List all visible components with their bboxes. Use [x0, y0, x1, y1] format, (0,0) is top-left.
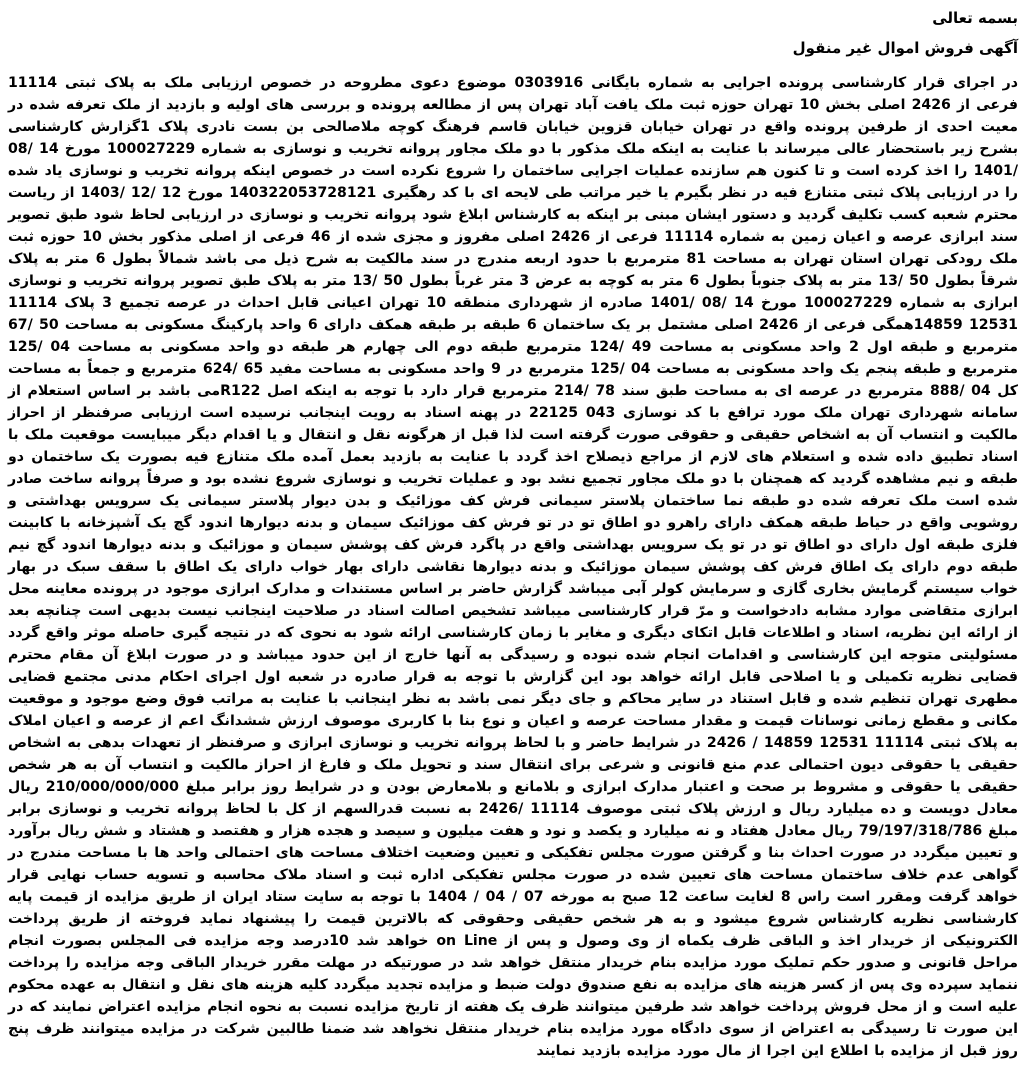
notice-body-text: در اجرای قرار کارشناسی پرونده اجرایی به شماره بایگانی 0303916 موضوع دعوی مطروحه در خصوص ارزیابی ملک به پلاک ثبتی 11114 فرعی از 2426 اصلی بخش 10 تهران حوزه ثبت ملک یافت آباد تهران پس از مطالعه پرونده و بررسی های اولیه و بازدید از ملک تعرفه شده در معیت احدی از طرفین پرونده واقع در تهران خیابان قزوین خیابان قاسم فرهنگ کوچه ملاصالحی بن بست نادری پلاک 1گزارش کارشناسی بشرح زیر باستحضار عالی میرساند با عنایت به اینکه ملک مذکور با دو ملک مجاور پروانه تخریب و نوسازی به شماره 100027229 مورخ 14 /08 /1401 را اخذ کرده است و تا کنون هم سازنده عملیات اجرایی ساختمان را شروع نکرده است در خصوص اینکه پروانه تخریب و نوسازی یاد شده را در ارزیابی پلاک ثبتی متنازع فیه در نظر بگیرم یا خیر مراتب طی لایحه ای با کد رهگیری 140322053728121 مورخ 12 /12 /1403 از ریاست محترم شعبه کسب تکلیف گردید و دستور ایشان مبنی بر اینکه به کارشناس ابلاغ شود پروانه تخریب و نوسازی در ارزیابی لحاظ شود طبق تصویر سند ابرازی عرصه و اعیان زمین به شماره 11114 فرعی از 2426 اصلی مفروز و مجزی شده از 46 فرعی از اصلی مذکور بخش 10 حوزه ثبت ملک رودکی تهران استان تهران به مساحت 81 مترمربع با حدود اربعه مندرج در سند مالکیت به شرح ذیل می باشد شمالاً بطول 6 متر به پلاک شرقاً بطول 50 /13 متر به پلاک جنوباً بطول 6 متر به کوچه به عرض 3 متر غرباً بطول 50 /13 متر به پلاک طبق تصویر پروانه تخریب و نوسازی ابرازی به شماره 100027229 مورخ 14 /08 /1401 صادره از شهرداری منطقه 10 تهران اعیانی قابل احداث در عرصه تجمیع 3 پلاک 11114 12531 14859همگی فرعی از 2426 اصلی مشتمل بر یک ساختمان 6 طبقه بر طبقه همکف دارای 6 واحد پارکینگ مسکونی به مساحت 50 /67 مترمربع و طبقه اول 2 واحد مسکونی به مساحت 49 /124 مترمربع طبقه دوم الی چهارم هر طبقه دو واحد مسکونی به مساحت 04 /125 مترمربع و طبقه پنجم یک واحد مسکونی به مساحت 04 /125 مترمربع در 9 واحد مسکونی به مساحت مفید 65 /624 مترمربع و جمعاً به مساحت کل 04 /888 مترمربع در عرصه ای به مساحت طبق سند 78 /214 مترمربع قرار دارد با توجه به اینکه اصل R122می باشد بر اساس استعلام از سامانه شهرداری تهران ملک مورد ترافع با کد نوسازی 043 22125 در پهنه اسناد به رویت اینجانب نرسیده است ارزیابی صرفنظر از احراز مالکیت و انتساب آن به اشخاص حقیقی و حقوقی صورت گرفته است لذا قبل از هرگونه نقل و انتقال و یا اقدام دیگر میبایست موقعیت ملک با اسناد تطبیق داده شده و استعلام های لازم از مراجع ذیصلاح اخذ گردد با عنایت به بازدید بعمل آمده ملک متنازع فیه بصورت یک ساختمان دو طبقه و نیم مشاهده گردید که همچنان با دو ملک مجاور تجمیع نشد بود و عملیات تخریب و نوسازی شروع نشده بود و صرفاً پروانه ساخت صادر شده است ملک تعرفه شده دو طبقه نما ساختمان پلاستر سیمانی فرش کف موزائیک و بدن دیوار پلاستر سیمانی یک سرویس بهداشتی و روشویی واقع در حیاط طبقه همکف دارای راهرو دو اطاق تو در تو فرش کف موزائیک سیمان و بدنه دیوارها اندود گچ یک آشپزخانه با کابینت فلزی طبقه اول دارای دو اطاق تو در تو یک سرویس بهداشتی واقع در پاگرد فرش کف پوشش سیمان و موزائیک و بدنه دیوارها اندود گچ نیم طبقه دوم دارای یک اطاق فرش کف پوشش سیمان موزائیک و بدنه دیوارها نقاشی دارای بهار خواب دارای یک اطاق با سقف سبک در بهار خواب سیستم گرمایش بخاری گازی و سرمایش کولر آبی میباشد گزارش حاضر بر اساس مستندات و مدارک ابرازی موجود در پرونده معاینه محل ابرازی متقاضی موارد مشابه دادخواست و مرّ قرار کارشناسی میباشد تشخیص اصالت اسناد در صلاحیت اینجانب نیست بدیهی است چنانچه بعد از ارائه این نظریه، اسناد و اطلاعات قابل اتکای دیگری و مغایر با زمان کارشناسی ارائه شود به نحوی که در نتیجه گیری حاصله موثر واقع گردد مسئولیتی متوجه این کارشناسی و اقدامات انجام شده نبوده و رسیدگی به آنها خارج از این حدود میباشد و در صورت ابلاغ آن مقام محترم قضایی نظریه تکمیلی و یا اصلاحی قابل ارائه خواهد بود این گزارش با توجه به قرار صادره در شعبه اول اجرای احکام مدنی مجتمع قضایی مطهری تهران تنظیم شده و قابل استناد در سایر محاکم و جای دیگر نمی باشد به نظر اینجانب با عنایت به مراتب فوق وضع موجود و موقعیت مکانی و مقطع زمانی نوسانات قیمت و مقدار مساحت عرصه و اعیان و نوع بنا با کاربری موصوف ارزش ششدانگ اعم از عرصه و اعیان املاک به پلاک ثبتی 11114 12531 14859 / 2426 در شرایط حاضر و با لحاظ پروانه تخریب و نوسازی ابرازی و صرفنظر از تعهدات بدهی به اشخاص حقیقی یا حقوقی دیون احتمالی عدم منع قانونی و شرعی برای انتقال سند و تحویل ملک و فارغ از احراز مالکیت و انتساب آن به هر شخص حقیقی یا حقوقی و مشروط بر صحت و اعتبار مدارک ابرازی و بلامانع و بلامعارض بودن و در شرایط روز برابر مبلغ 210/000/000/000 ریال معادل دویست و ده میلیارد ریال و ارزش پلاک ثبتی موصوف 11114 /2426 به نسبت قدرالسهم از کل با لحاظ پروانه تخریب و نوسازی برابر مبلغ 79/197/318/786 ریال معادل هفتاد و نه میلیارد و یکصد و نود و هفت میلیون و سیصد و هجده هزار و هفتصد و هشتاد و شش ریال برآورد و تعیین میگردد در صورت احداث بنا و گرفتن صورت مجلس تفکیکی و تعیین وضعیت اختلاف مساحت های احتمالی واحد ها با مساحت مندرج در گواهی عدم خلاف ساختمان مساحت های تعیین شده در صورت مجلس تفکیکی اداره ثبت و اسناد ملاک محاسبه و تسویه حساب نهایی قرار خواهد گرفت ومقرر است راس 8 لغایت ساعت 12 صبح به مورخه 07 / 04 / 1404 با توجه به سایت ستاد ایران از طریق مزایده از قیمت پایه کارشناسی نظریه کارشناس شروع میشود و به هر شخص حقیقی وحقوقی که بالاترین قیمت را پیشنهاد نماید فروخته از طریق پرداخت الکترونیکی از خریدار اخذ و الباقی ظرف یکماه از وی وصول و پس از on Line خواهد شد 10درصد وجه مزایده فی المجلس بصورت انجام مراحل قانونی و صدور حکم تملیک مورد مزایده بنام خریدار منتقل خواهد شد در صورتیکه در مهلت مقرر خریدار الباقی وجه مزایده را پرداخت ننماید سپرده وی پس از کسر هزینه های مزایده به نفع صندوق دولت ضبط و مزایده تجدید میگردد کلیه هزینه های نقل و انتقال به عهده محکوم علیه است و از محل فروش پرداخت خواهد شد طرفین میتوانند ظرف یک هفته از تاریخ مزایده نسبت به نحوه انجام مزایده اعتراض نمایند که در این صورت تا رسیدگی به اعتراض از سوی دادگاه مورد مزایده بنام خریدار منتقل نخواهد شد ضمنا طالبین شرکت در مزایده میتوانند ظرف پنج روز قبل از مزایده با اطلاع این اجرا از مال مورد مزایده بازدید نمایند [8, 75, 1019, 1059]
notice-title: آگهی فروش اموال غیر منقول [792, 39, 1018, 57]
invocation-heading: بسمه تعالی [932, 9, 1018, 27]
auction-notice-document [8, 8, 1018, 1077]
notice-body [8, 72, 1018, 1062]
